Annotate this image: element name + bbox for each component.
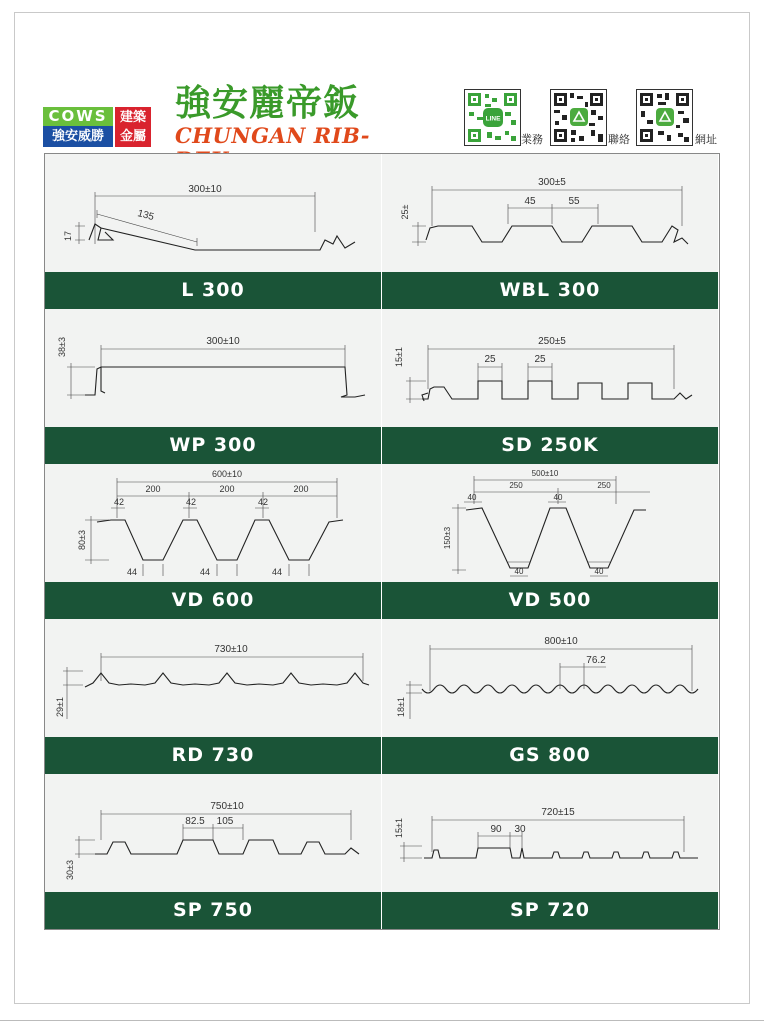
cows-logo-bottom: 強安威勝 bbox=[43, 126, 113, 147]
profile-drawing-wbl300 bbox=[382, 154, 718, 272]
product-card-l300 bbox=[45, 154, 381, 309]
line-qr-code[interactable] bbox=[464, 89, 521, 146]
dim-label: 38±3 bbox=[57, 337, 67, 357]
product-card-vd600 bbox=[45, 464, 381, 619]
profile-drawing-vd600 bbox=[45, 464, 381, 582]
profile-drawing-gs800 bbox=[382, 619, 718, 737]
product-card-sp750 bbox=[45, 774, 381, 929]
product-card-sd250k bbox=[382, 309, 718, 464]
product-card-sp720 bbox=[382, 774, 718, 929]
dim-label: 90 bbox=[490, 824, 502, 835]
dim-label: 300±5 bbox=[538, 177, 566, 188]
dim-label: 30±3 bbox=[65, 860, 75, 880]
dim-label: 44 bbox=[199, 567, 211, 577]
product-card-vd500 bbox=[382, 464, 718, 619]
dim-label: 250±5 bbox=[538, 336, 566, 347]
dim-label: 720±15 bbox=[541, 807, 575, 818]
dim-label: 30 bbox=[514, 824, 526, 835]
profile-drawing-sp750 bbox=[45, 774, 381, 892]
dim-label: 29±1 bbox=[55, 697, 65, 717]
product-name: GS 800 bbox=[382, 737, 718, 774]
profile-drawing-sp720 bbox=[382, 774, 718, 892]
brand-name-english: CHUNGAN RIB- bbox=[175, 123, 370, 148]
dim-label: 42 bbox=[257, 497, 269, 507]
product-name: VD 600 bbox=[45, 582, 381, 619]
brand-name-chinese: 強安麗帝鈑 bbox=[175, 83, 361, 124]
profile-drawing-sd250k bbox=[382, 309, 718, 427]
dim-label: 17 bbox=[63, 230, 73, 242]
dim-label: 600±10 bbox=[212, 469, 242, 479]
dim-label: 15±1 bbox=[394, 347, 404, 367]
dim-label: 200 bbox=[145, 484, 161, 494]
product-name: WP 300 bbox=[45, 427, 381, 464]
profile-drawing-vd500 bbox=[382, 464, 718, 582]
dim-label: 300±10 bbox=[188, 184, 222, 195]
dim-label: 250 bbox=[509, 481, 523, 490]
product-card-rd730 bbox=[45, 619, 381, 774]
profile-drawing-l300 bbox=[45, 154, 381, 272]
dim-label: 40 bbox=[594, 567, 604, 576]
dim-label: 45 bbox=[524, 196, 536, 207]
qr-label-contact: 聯絡 bbox=[608, 134, 630, 146]
product-name: SP 750 bbox=[45, 892, 381, 929]
product-name: VD 500 bbox=[382, 582, 718, 619]
dim-label: 44 bbox=[126, 567, 138, 577]
dim-label: 80±3 bbox=[77, 530, 87, 550]
qr-label-sales: 業務 bbox=[521, 134, 543, 146]
product-card-wbl300 bbox=[382, 154, 718, 309]
dim-label: 25 bbox=[534, 354, 546, 365]
line-badge: LINE bbox=[485, 115, 501, 123]
dim-label: 300±10 bbox=[206, 336, 240, 347]
website-qr-code[interactable] bbox=[636, 89, 693, 146]
dim-label: 82.5 bbox=[185, 816, 205, 827]
page-bottom-rule bbox=[0, 1020, 764, 1021]
grid-divider bbox=[381, 154, 382, 929]
dim-label: 55 bbox=[568, 196, 580, 207]
dim-label: 42 bbox=[113, 497, 125, 507]
product-card-wp300 bbox=[45, 309, 381, 464]
dim-label: 42 bbox=[185, 497, 197, 507]
dim-label: 800±10 bbox=[544, 636, 578, 647]
dim-label: 200 bbox=[293, 484, 309, 494]
dim-label: 750±10 bbox=[210, 801, 244, 812]
profile-drawing-wp300 bbox=[45, 309, 381, 427]
cows-logo bbox=[43, 107, 153, 147]
product-name: SD 250K bbox=[382, 427, 718, 464]
cows-logo-side: 建築金屬 bbox=[115, 107, 151, 147]
product-card-gs800 bbox=[382, 619, 718, 774]
dim-label: 250 bbox=[597, 481, 611, 490]
dim-label: 25 bbox=[484, 354, 496, 365]
cows-logo-top: COWS bbox=[43, 107, 113, 126]
dim-label: 135 bbox=[136, 208, 156, 224]
dim-label: 200 bbox=[219, 484, 235, 494]
qr-label-website: 網址 bbox=[695, 134, 717, 146]
dim-label: 18±1 bbox=[396, 697, 406, 717]
product-name: WBL 300 bbox=[382, 272, 718, 309]
dim-label: 500±10 bbox=[531, 469, 559, 478]
profile-drawing-rd730 bbox=[45, 619, 381, 737]
dim-label: 40 bbox=[553, 493, 563, 502]
product-name: RD 730 bbox=[45, 737, 381, 774]
product-grid bbox=[44, 153, 720, 930]
dim-label: 76.2 bbox=[586, 655, 606, 666]
dim-label: 25± bbox=[400, 204, 410, 220]
dim-label: 15±1 bbox=[394, 818, 404, 838]
dim-label: 730±10 bbox=[214, 644, 248, 655]
dim-label: 40 bbox=[514, 567, 524, 576]
dim-label: 40 bbox=[467, 493, 477, 502]
product-name: SP 720 bbox=[382, 892, 718, 929]
dim-label: 44 bbox=[271, 567, 283, 577]
dim-label: 150±3 bbox=[443, 526, 452, 550]
product-name: L 300 bbox=[45, 272, 381, 309]
contact-qr-code[interactable] bbox=[550, 89, 607, 146]
dim-label: 105 bbox=[216, 816, 234, 827]
